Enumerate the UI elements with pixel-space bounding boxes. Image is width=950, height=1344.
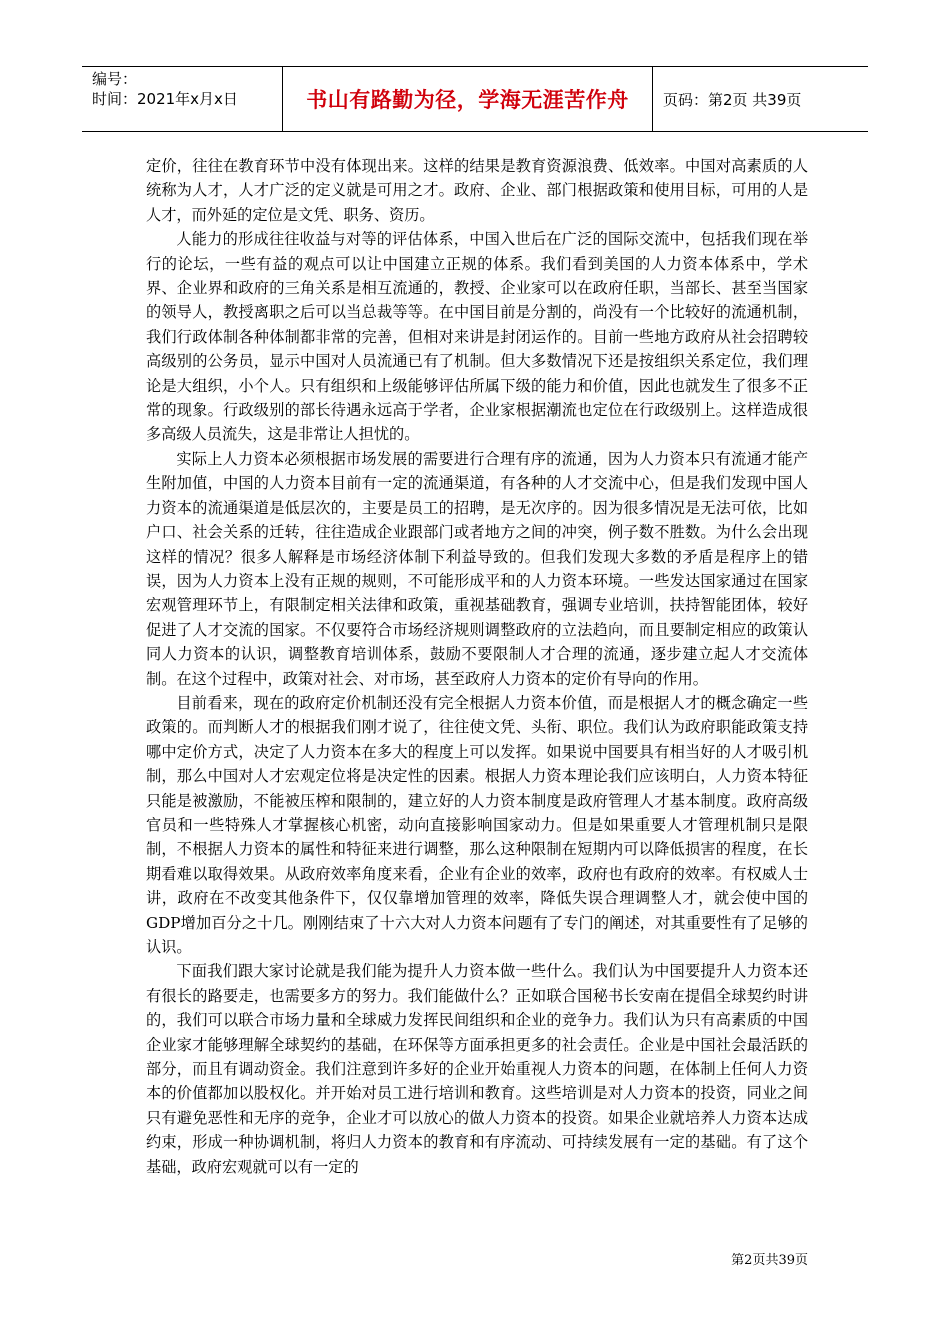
paragraph: 定价，往往在教育环节中没有体现出来。这样的结果是教育资源浪费、低效率。中国对高素质的人统称为人才，人才广泛的定义就是可用之才。政府、企业、部门根据政策和使用目标，可用的人是人才，而外延的定位是文凭、职务、资历。 (146, 157, 808, 224)
paragraph: 人能力的形成往往收益与对等的评估体系，中国入世后在广泛的国际交流中，包括我们现在举行的论坛，一些有益的观点可以让中国建立正规的体系。我们看到美国的人力资本体系中，学术界、企业界和政府的三角关系是相互流通的，教授、企业家可以在政府任职，当部长、甚至当国家的领导人，教授离职之后可以当总裁等等。在中国目前是分割的，尚没有一个比较好的流通机制，我们行政体制各种体制都非常的完善，但相对来讲是封闭运作的。目前一些地方政府从社会招聘较高级别的公务员，显示中国对人员流通已有了机制。但大多数情况下还是按组织关系定位，我们理论是大组织，小个人。只有组织和上级能够评估所属下级的能力和价值，因此也就发生了很多不正常的现象。行政级别的部长待遇永远高于学者，企业家根据潮流也定位在行政级别上。这样造成很多高级人员流失，这是非常让人担忧的。 (146, 230, 808, 444)
header-page-number: 页码：第2页 共39页 (663, 90, 802, 109)
header-meta (82, 67, 282, 131)
document-body (146, 154, 808, 1179)
page-footer: 第2页共39页 (731, 1253, 808, 1268)
paragraph: 目前看来，现在的政府定价机制还没有完全根据人力资本价值，而是根据人才的概念确定一些政策的。而判断人才的根据我们刚才说了，往往使文凭、头衔、职位。我们认为政府职能政策支持哪中定价方式，决定了人力资本在多大的程度上可以发挥。如果说中国要具有相当好的人才吸引机制，那么中国对人才宏观定位将是决定性的因素。根据人力资本理论我们应该明白，人力资本特征只能是被激励，不能被压榨和限制的，建立好的人力资本制度是政府管理人才基本制度。政府高级官员和一些特殊人才掌握核心机密，动向直接影响国家动力。但是如果重要人才管理机制只是限制，不根据人力资本的属性和特征来进行调整，那么这种限制在短期内可以降低损害的程度，在长期看难以取得效果。从政府效率角度来看，企业有企业的效率，政府也有政府的效率。有权威人士讲，政府在不改变其他条件下，仅仅靠增加管理的效率，降低失误合理调整人才，就会使中国的GDP增加百分之十几。刚刚结束了十六大对人力资本问题有了专门的阐述，对其重要性有了足够的认识。 (146, 693, 808, 956)
paragraph: 下面我们跟大家讨论就是我们能为提升人力资本做一些什么。我们认为中国要提升人力资本还有很长的路要走，也需要多方的努力。我们能做什么？正如联合国秘书长安南在提倡全球契约时讲的，我们可以联合市场力量和全球威力发挥民间组织和企业的竞争力。我们认为只有高素质的中国企业家才能够理解全球契约的基础，在环保等方面承担更多的社会责任。企业是中国社会最活跃的部分，而且有调动资金。我们注意到许多好的企业开始重视人力资本的问题，在体制上任何人力资本的价值都加以股权化。并开始对员工进行培训和教育。这些培训是对人力资本的投资，同业之间只有避免恶性和无序的竞争，企业才可以放心的做人力资本的投资。如果企业就培养人力资本达成约束，形成一种协调机制，将归人力资本的教育和有序流动、可持续发展有一定的基础。有了这个基础，政府宏观就可以有一定的 (146, 962, 808, 1176)
paragraph: 实际上人力资本必须根据市场发展的需要进行合理有序的流通，因为人力资本只有流通才能产生附加值，中国的人力资本目前有一定的流通渠道，有各种的人才交流中心，但是我们发现中国人力资本的流通渠道是低层次的，主要是员工的招聘，是无次序的。因为很多情况是无法可依，比如户口、社会关系的迁转，往往造成企业跟部门或者地方之间的冲突，例子数不胜数。为什么会出现这样的情况？很多人解释是市场经济体制下利益导致的。但我们发现大多数的矛盾是程序上的错误，因为人力资本上没有正规的规则，不可能形成平和的人力资本环境。一些发达国家通过在国家宏观管理环节上，有限制定相关法律和政策，重视基础教育，强调专业培训，扶持智能团体，较好促进了人才交流的国家。不仅要符合市场经济规则调整政府的立法趋向，而且要制定相应的政策认同人力资本的认识，调整教育培训体系，鼓励不要限制人才合理的流通，逐步建立起人才交流体制。在这个过程中，政策对社会、对市场，甚至政府人力资本的定价有导向的作用。 (146, 449, 808, 688)
page-header (82, 66, 868, 132)
document-number-label: 编号： (92, 70, 138, 88)
header-motto-cell (282, 67, 653, 131)
header-page-cell (653, 67, 868, 131)
header-motto: 书山有路勤为径，学海无涯苦作舟 (306, 88, 629, 112)
document-time-label: 时间：2021年x月x日 (92, 90, 238, 108)
